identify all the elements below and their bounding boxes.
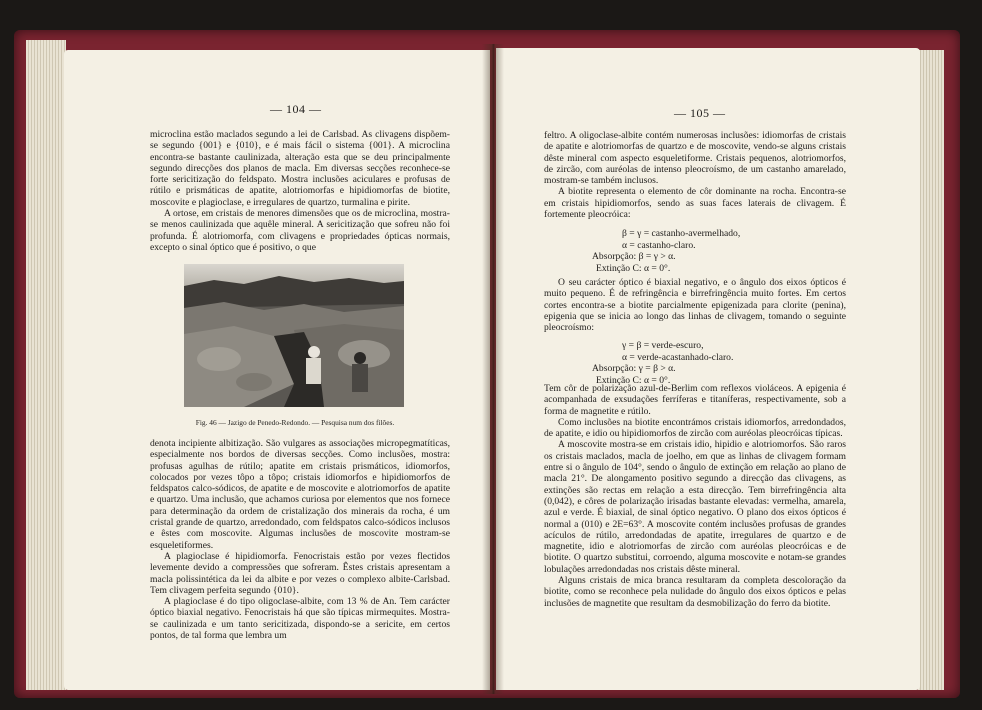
paragraph: feltro. A oligoclase-albite contém numerosas inclusões: idiomorfas de cristais de apatite e alotriomorfas de quartzo e de moscovite, vendo-se alguns cristais dêste mineral com aspecto esqueletiforme. Cristais pequenos, alotriomorfos, de zircão, com auréolas de intenso pleocroísmo, de um castanho amarelado, mostram-se também inclusos. [544,130,846,187]
right-page-number: — 105 — [674,106,726,120]
formula-line: β = γ = castanho-avermelhado, [622,228,741,239]
right-page-text-3 [544,383,846,609]
right-page-text-2 [544,277,846,333]
formula-line: Absorpção: β = γ > α. [592,251,676,263]
paragraph: A plagioclase é do tipo oligoclase-albite, com 13 % de An. Tem carácter óptico biaxial negativo. Fenocristais há que são típicas mirmequites. Mostra-se caulinizada e um tanto sericitizada, dispondo-se a sericite, em certos pontos, de tal forma que lembra um [150,596,450,642]
book-gutter [482,44,504,694]
page-edges-right [918,50,944,690]
paragraph: A ortose, em cristais de menores dimensões que os de microclina, mostra-se menos caulinizada que aquêle mineral. A sericitização que sofreu não foi profunda. É alotriomorfa, com clivagens e propriedades ópticas normais, excepto o sinal óptico que é positivo, o que [150,208,450,253]
paragraph: A moscovite mostra-se em cristais idio, hipidio e alotriomorfos. São raros os cristais maclados, macla de joelho, em que as linhas de clivagem formam entre si o ângulo de 104°, sendo o ângulo de extinção em relação ao plano de macla 21°. De alongamento positivo segundo a direcção das clivagens, as extinções são rectas em relação a esta direcção. Tem birrefringência alta (0,042), e côres de polarização irisadas bastante elevadas: vermelha, amarela, azul e verde. É biaxial, de sinal óptico negativo. O plano dos eixos ópticos é normal a (010) e 2E=63°. A moscovite contém inclusões profusas de grandes acículos de rútilo, arredondadas de apatite, irregulares de quartzo e de magnetite, idio e alotriomorfas de zircão com auréolas pleocróicas e de biotite. O quartzo substitui, corroendo, alguma moscovite e notam-se grandes lobulações arredondadas nos cristais dêste mineral. [544,439,846,575]
paragraph: A biotite representa o elemento de côr dominante na rocha. Encontra-se em cristais hipidiomorfos, sendo as suas faces laterais de clivagem. É fortemente pleocróica: [544,186,846,221]
figure-caption: Fig. 46 — Jazigo de Penedo-Redondo. — Pesquisa num dos filões. [195,418,395,427]
paragraph: denota incipiente albitização. São vulgares as associações micropegmatíticas, especialmente nos bordos de diversas secções. Como inclusões, mostra: profusas agulhas de rútilo; apatite em cristais prismáticos, idiomorfos, colocados por vezes tôpo a tôpo; cristais idiomorfos e hipidiomorfos de feldspatos calco-sódicos, de apatite e de moscovite e alotriomorfos de apatite e quartzo. Uma inclusão, que achamos curiosa por elementos que nos fornece para determinação da ordem de cristalização dos minerais da rocha, é um cristal grande de quartzo, arredondado, com feldspatos calco-sódicos inclusos e êstes com moscovite. Algumas inclusões de moscovite mostram-se esqueletiformes. [150,438,450,551]
left-page-text-bottom [150,438,450,641]
paragraph: Alguns cristais de mica branca resultaram da completa descoloração da biotite, como se reconhece pela nulidade do ângulo dos eixos ópticos e pelas inclusões de magnetite que resultam da desmobilização do ferro da biotite. [544,575,846,609]
formula-line: α = castanho-claro. [622,239,696,251]
paragraph: A plagioclase é hipidiomorfa. Fenocristais estão por vezes flectidos levemente devido a compressões que sofreram. Êstes cristais apresentam a macla polissintética da lei da albite e por vezes o complexo albite-Carlsbad. Tem clivagem perfeita segundo {010}. [150,550,450,596]
quarry-photo-illustration [184,264,404,407]
left-page [64,50,490,690]
paragraph: Tem côr de polarização azul-de-Berlim com reflexos violáceos. A epigenia é acompanhada de exsudações ferríferas e titaníferas, respectivamente, sob a forma de magnetite e rútilo. [544,383,846,417]
paragraph: microclina estão maclados segundo a lei de Carlsbad. As clivagens dispõem-se segundo {001} e {010}, e é mais fácil o sistema {001}. A microclina encontra-se bastante caulinizada, alteração esta que se deu principalmente segundo direcções dos planos de macla. Em diversas secções reconhece-se forte sericitização do feldspato. Mostra inclusões aciculares e profusas de rútilo e prismáticas de apatite, alotriomorfas e hipidiomorfas de biotite, moscovite e plagioclase, e irregulares de quartzo, turmalina e pirite. [150,129,450,208]
formula-line: α = verde-acastanhado-claro. [622,351,734,363]
page-edges-left [26,40,66,690]
paragraph: Como inclusões na biotite encontrámos cristais idiomorfos, arredondados, de apatite, e idio ou hipidiomorfos de zircão com auréolas pleocróicas típicas. [544,416,846,440]
paragraph: O seu carácter óptico é biaxial negativo, e o ângulo dos eixos ópticos é muito pequeno. É de refringência e birrefringência muito fortes. Em certos cortes encontra-se a biotite parcialmente epigenizada para clorite (penina), epigenia que se inicia ao longo das linhas de clivagem, tomando o seguinte pleocroísmo: [544,277,846,334]
right-page [496,48,920,690]
chlorite-pleochroism-formula [592,340,733,386]
figure-photo [184,264,404,407]
formula-line: Extinção C: α = 0°. [596,374,671,386]
formula-line: γ = β = verde-escuro, [622,340,704,351]
left-page-number: — 104 — [270,102,322,116]
formula-line: Absorpção: γ = β > α. [592,363,676,375]
left-page-text-top [150,129,450,253]
biotite-pleochroism-formula [592,228,740,274]
right-page-text-1 [544,130,846,220]
formula-line: Extinção C: α = 0°. [596,262,671,274]
